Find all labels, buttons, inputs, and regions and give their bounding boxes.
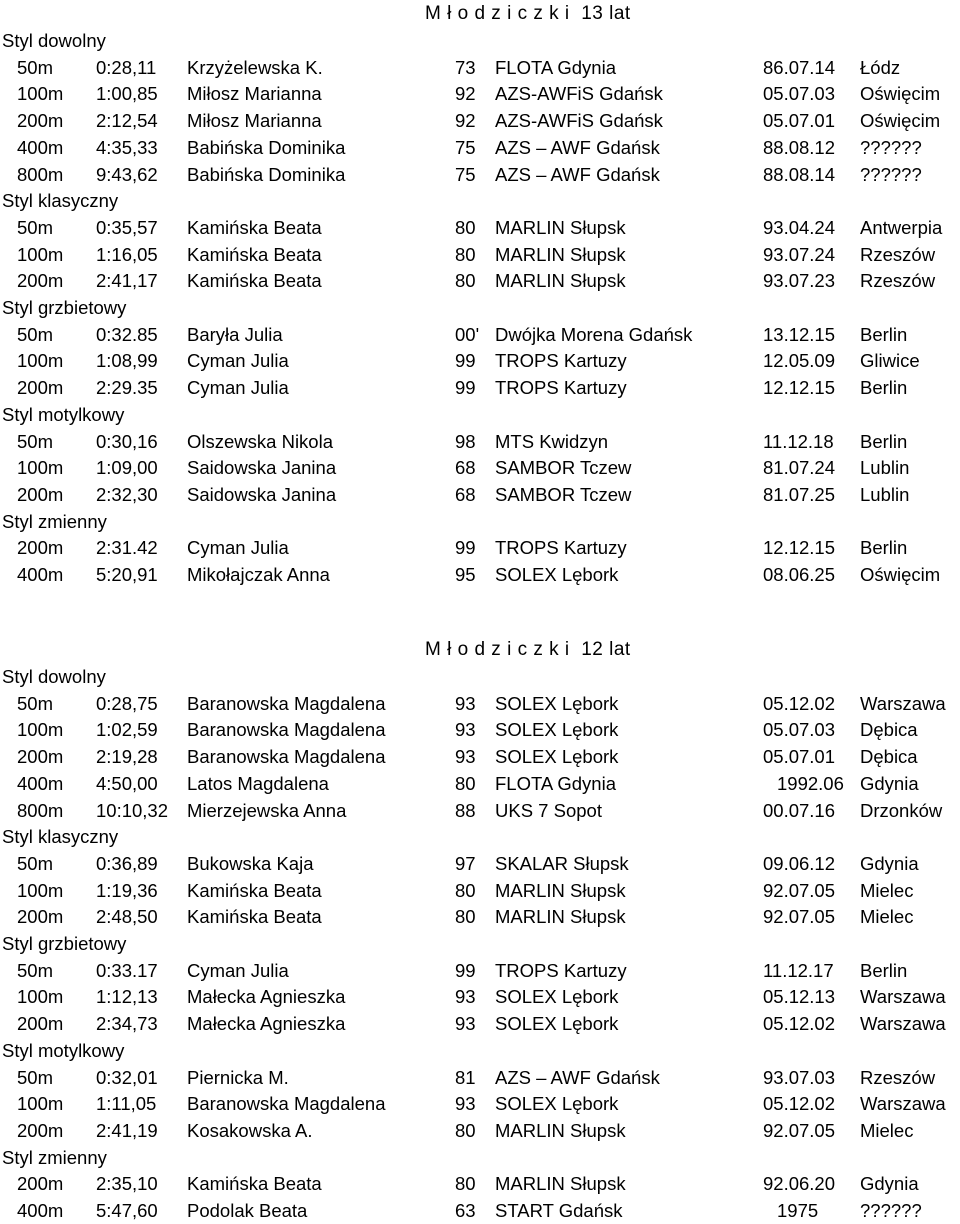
club-name: AZS-AWFiS Gdańsk <box>495 83 663 105</box>
record-date: 93.07.23 <box>763 270 836 292</box>
club-name: SOLEX Lębork <box>495 564 619 585</box>
record-date: 11.12.18 <box>763 430 834 452</box>
club-name: AZS – AWF Gdańsk <box>495 1066 660 1088</box>
club-name: SAMBOR Tczew <box>495 457 632 479</box>
birth-year: 80 <box>455 1119 476 1141</box>
record-city: Gdynia <box>860 852 919 874</box>
birth-year: 81 <box>455 1066 476 1088</box>
club-name: AZS-AWFiS Gdańsk <box>495 110 663 132</box>
record-date: 92.06.20 <box>763 1173 836 1195</box>
swimmer-name: Kamińska Beata <box>187 243 322 265</box>
stroke-style-heading: Styl klasyczny <box>2 190 119 212</box>
distance: 100m <box>17 457 64 479</box>
club-name: MARLIN Słupsk <box>495 906 626 928</box>
record-row <box>0 1197 960 1224</box>
record-row <box>0 134 960 161</box>
distance: 100m <box>17 243 64 265</box>
club-name: SOLEX Lębork <box>495 746 619 768</box>
club-name: UKS 7 Sopot <box>495 799 602 821</box>
record-time: 9:43,62 <box>96 163 158 185</box>
distance: 50m <box>17 56 53 78</box>
record-city: Dębica <box>860 719 918 741</box>
birth-year: 80 <box>455 270 476 292</box>
record-time: 1:08,99 <box>96 350 158 372</box>
record-city: Berlin <box>860 323 908 345</box>
record-time: 1:00,85 <box>96 83 158 105</box>
stroke-style-heading: Styl klasyczny <box>2 826 119 848</box>
club-name: TROPS Kartuzy <box>495 959 627 981</box>
record-city: Rzeszów <box>860 270 936 292</box>
record-city: Warszawa <box>860 1013 946 1035</box>
swimmer-name: Baranowska Magdalena <box>187 746 386 768</box>
swimmer-name: Baranowska Magdalena <box>187 692 386 714</box>
club-name: SOLEX Lębork <box>495 986 619 1008</box>
record-row <box>0 321 960 348</box>
record-city: Berlin <box>860 377 908 399</box>
birth-year: 93 <box>455 986 476 1008</box>
swimmer-name: Baranowska Magdalena <box>187 1093 386 1115</box>
club-name: FLOTA Gdynia <box>495 772 616 794</box>
record-time: 0:35,57 <box>96 216 158 238</box>
distance: 100m <box>17 1093 64 1115</box>
swimmer-name: Małecka Agnieszka <box>187 1013 346 1035</box>
record-time: 2:29.35 <box>96 377 158 399</box>
record-date: 09.06.12 <box>763 852 836 874</box>
club-name: AZS – AWF Gdańsk <box>495 136 660 158</box>
swimmer-name: Cyman Julia <box>187 350 289 372</box>
birth-year: 99 <box>455 377 476 399</box>
distance: 800m <box>17 799 64 821</box>
record-row <box>0 267 960 294</box>
record-city: ?????? <box>860 163 922 185</box>
stroke-style-heading: Styl dowolny <box>2 666 106 687</box>
club-name: TROPS Kartuzy <box>495 537 627 559</box>
swimmer-name: Bukowska Kaja <box>187 852 314 874</box>
record-city: Gliwice <box>860 350 920 372</box>
record-date: 12.05.09 <box>763 350 836 372</box>
record-row <box>0 1117 960 1144</box>
record-row <box>0 374 960 401</box>
club-name: START Gdańsk <box>495 1200 623 1221</box>
record-time: 4:50,00 <box>96 772 158 794</box>
record-row <box>0 80 960 107</box>
birth-year: 93 <box>455 719 476 741</box>
birth-year: 80 <box>455 1173 476 1195</box>
record-city: Mielec <box>860 906 914 928</box>
record-row <box>0 1090 960 1117</box>
record-date: 05.07.03 <box>763 719 836 741</box>
distance: 200m <box>17 1119 64 1141</box>
record-row <box>0 957 960 984</box>
record-row <box>0 850 960 877</box>
record-time: 2:41,19 <box>96 1119 158 1141</box>
record-row <box>0 690 960 717</box>
record-date: 88.08.14 <box>763 163 836 185</box>
record-row <box>0 241 960 268</box>
swimmer-name: Saidowska Janina <box>187 483 337 505</box>
record-city: Oświęcim <box>860 564 941 585</box>
record-city: Gdynia <box>860 1173 919 1195</box>
swimmer-name: Mierzejewska Anna <box>187 799 347 821</box>
club-name: SAMBOR Tczew <box>495 483 632 505</box>
record-date: 88.08.12 <box>763 136 836 158</box>
record-date: 92.07.05 <box>763 906 836 928</box>
birth-year: 68 <box>455 483 476 505</box>
birth-year: 98 <box>455 430 476 452</box>
record-row <box>0 770 960 797</box>
record-time: 2:34,73 <box>96 1013 158 1035</box>
birth-year: 93 <box>455 746 476 768</box>
birth-year: 80 <box>455 216 476 238</box>
distance: 200m <box>17 110 64 132</box>
record-city: ?????? <box>860 136 922 158</box>
club-name: FLOTA Gdynia <box>495 56 616 78</box>
swimmer-name: Podolak Beata <box>187 1200 308 1221</box>
record-city: Rzeszów <box>860 1066 936 1088</box>
club-name: MTS Kwidzyn <box>495 430 609 452</box>
record-city: Łódz <box>860 56 901 78</box>
distance: 200m <box>17 483 64 505</box>
swimmer-name: Kamińska Beata <box>187 216 322 238</box>
record-row <box>0 481 960 508</box>
distance: 50m <box>17 216 53 238</box>
distance: 50m <box>17 430 53 452</box>
birth-year: 99 <box>455 959 476 981</box>
record-row <box>0 877 960 904</box>
distance: 200m <box>17 537 64 559</box>
record-row <box>0 54 960 81</box>
record-time: 0:33.17 <box>96 959 158 981</box>
club-name: MARLIN Słupsk <box>495 270 626 292</box>
club-name: MARLIN Słupsk <box>495 1173 626 1195</box>
record-date: 1992.06 <box>777 772 844 794</box>
record-row <box>0 1010 960 1037</box>
swimmer-name: Kamińska Beata <box>187 1173 322 1195</box>
swimmer-name: Kamińska Beata <box>187 879 322 901</box>
swimmer-name: Cyman Julia <box>187 959 289 981</box>
birth-year: 92 <box>455 110 476 132</box>
stroke-style-heading: Styl motylkowy <box>2 403 125 425</box>
stroke-style-heading: Styl grzbietowy <box>2 297 127 318</box>
distance: 50m <box>17 959 53 981</box>
club-name: SOLEX Lębork <box>495 719 619 741</box>
record-time: 5:20,91 <box>96 564 158 585</box>
record-date: 05.07.01 <box>763 746 836 768</box>
swimmer-name: Babińska Dominika <box>187 136 346 158</box>
record-time: 0:32.85 <box>96 323 158 345</box>
record-time: 2:19,28 <box>96 746 158 768</box>
record-time: 1:02,59 <box>96 719 158 741</box>
record-row <box>0 716 960 743</box>
swimmer-name: Piernicka M. <box>187 1066 289 1088</box>
birth-year: 88 <box>455 799 476 821</box>
distance: 100m <box>17 879 64 901</box>
distance: 200m <box>17 1013 64 1035</box>
record-row <box>0 454 960 481</box>
swimmer-name: Cyman Julia <box>187 377 289 399</box>
birth-year: 99 <box>455 350 476 372</box>
record-row <box>0 983 960 1010</box>
birth-year: 80 <box>455 906 476 928</box>
record-city: Berlin <box>860 537 908 559</box>
record-time: 1:09,00 <box>96 457 158 479</box>
record-date: 92.07.05 <box>763 1119 836 1141</box>
record-date: 1975 <box>777 1200 819 1221</box>
record-date: 05.07.03 <box>763 83 836 105</box>
stroke-style-heading: Styl zmienny <box>2 1146 107 1168</box>
distance: 50m <box>17 692 53 714</box>
record-city: Warszawa <box>860 1093 946 1115</box>
swimmer-name: Małecka Agnieszka <box>187 986 346 1008</box>
swimmer-name: Mikołajczak Anna <box>187 564 330 585</box>
birth-year: 80 <box>455 243 476 265</box>
record-time: 1:16,05 <box>96 243 158 265</box>
record-date: 05.07.01 <box>763 110 836 132</box>
record-city: ?????? <box>860 1200 922 1221</box>
record-city: Berlin <box>860 959 908 981</box>
distance: 200m <box>17 906 64 928</box>
birth-year: 93 <box>455 692 476 714</box>
record-time: 2:31.42 <box>96 537 158 559</box>
birth-year: 93 <box>455 1013 476 1035</box>
section-title: M ł o d z i c z k i 12 lat <box>425 639 631 660</box>
distance: 50m <box>17 323 53 345</box>
record-date: 05.12.02 <box>763 1093 836 1115</box>
record-time: 2:41,17 <box>96 270 158 292</box>
swimmer-name: Kamińska Beata <box>187 270 322 292</box>
record-time: 1:19,36 <box>96 879 158 901</box>
record-row <box>0 161 960 188</box>
swimmer-name: Kamińska Beata <box>187 906 322 928</box>
record-time: 2:35,10 <box>96 1173 158 1195</box>
record-city: Mielec <box>860 879 914 901</box>
club-name: Dwójka Morena Gdańsk <box>495 323 693 345</box>
record-row <box>0 347 960 374</box>
distance: 100m <box>17 350 64 372</box>
distance: 100m <box>17 83 64 105</box>
record-city: Warszawa <box>860 986 946 1008</box>
record-city: Rzeszów <box>860 243 936 265</box>
record-row <box>0 797 960 824</box>
record-date: 05.12.02 <box>763 692 836 714</box>
club-name: SOLEX Lębork <box>495 692 619 714</box>
birth-year: 63 <box>455 1200 476 1221</box>
swimmer-name: Saidowska Janina <box>187 457 337 479</box>
record-date: 81.07.25 <box>763 483 836 505</box>
record-date: 92.07.05 <box>763 879 836 901</box>
record-city: Berlin <box>860 430 908 452</box>
club-name: MARLIN Słupsk <box>495 879 626 901</box>
club-name: TROPS Kartuzy <box>495 350 627 372</box>
record-date: 05.12.02 <box>763 1013 836 1035</box>
swimmer-name: Babińska Dominika <box>187 163 346 185</box>
club-name: SOLEX Lębork <box>495 1013 619 1035</box>
record-date: 11.12.17 <box>763 959 834 981</box>
record-row <box>0 561 960 588</box>
distance: 200m <box>17 746 64 768</box>
distance: 400m <box>17 772 64 794</box>
section-title: M ł o d z i c z k i 13 lat <box>425 3 631 24</box>
record-date: 13.12.15 <box>763 323 836 345</box>
record-row <box>0 743 960 770</box>
record-time: 1:12,13 <box>96 986 158 1008</box>
record-row <box>0 534 960 561</box>
club-name: SOLEX Lębork <box>495 1093 619 1115</box>
record-time: 0:32,01 <box>96 1066 158 1088</box>
birth-year: 97 <box>455 852 476 874</box>
record-city: Drzonków <box>860 799 943 821</box>
birth-year: 00' <box>455 323 480 345</box>
distance: 100m <box>17 719 64 741</box>
record-time: 5:47,60 <box>96 1200 158 1221</box>
record-date: 93.07.03 <box>763 1066 836 1088</box>
birth-year: 95 <box>455 564 476 585</box>
club-name: SKALAR Słupsk <box>495 852 629 874</box>
birth-year: 92 <box>455 83 476 105</box>
record-date: 00.07.16 <box>763 799 836 821</box>
record-date: 93.04.24 <box>763 216 836 238</box>
record-date: 05.12.13 <box>763 986 836 1008</box>
record-date: 86.07.14 <box>763 56 836 78</box>
record-city: Dębica <box>860 746 918 768</box>
record-time: 2:12,54 <box>96 110 158 132</box>
birth-year: 75 <box>455 136 476 158</box>
distance: 400m <box>17 1200 64 1221</box>
record-date: 93.07.24 <box>763 243 836 265</box>
swimmer-name: Kosakowska A. <box>187 1119 313 1141</box>
birth-year: 68 <box>455 457 476 479</box>
record-city: Lublin <box>860 457 910 479</box>
record-time: 1:11,05 <box>96 1093 157 1115</box>
record-time: 0:28,11 <box>96 56 157 78</box>
swimmer-name: Miłosz Marianna <box>187 83 322 105</box>
swimmer-name: Baryła Julia <box>187 323 283 345</box>
distance: 50m <box>17 852 53 874</box>
swimmer-name: Krzyżelewska K. <box>187 56 323 78</box>
stroke-style-heading: Styl grzbietowy <box>2 933 127 954</box>
record-date: 08.06.25 <box>763 564 836 585</box>
distance: 400m <box>17 136 64 158</box>
record-time: 10:10,32 <box>96 799 169 821</box>
record-date: 81.07.24 <box>763 457 836 479</box>
birth-year: 99 <box>455 537 476 559</box>
birth-year: 75 <box>455 163 476 185</box>
club-name: TROPS Kartuzy <box>495 377 627 399</box>
birth-year: 93 <box>455 1093 476 1115</box>
distance: 50m <box>17 1066 53 1088</box>
record-row <box>0 107 960 134</box>
swimmer-name: Miłosz Marianna <box>187 110 322 132</box>
swimmer-name: Cyman Julia <box>187 537 289 559</box>
stroke-style-heading: Styl dowolny <box>2 30 106 51</box>
record-city: Lublin <box>860 483 910 505</box>
record-city: Mielec <box>860 1119 914 1141</box>
record-time: 0:28,75 <box>96 692 158 714</box>
record-row <box>0 428 960 455</box>
birth-year: 80 <box>455 772 476 794</box>
distance: 200m <box>17 270 64 292</box>
distance: 200m <box>17 1173 64 1195</box>
record-time: 0:30,16 <box>96 430 158 452</box>
record-date: 12.12.15 <box>763 377 836 399</box>
record-city: Oświęcim <box>860 110 941 132</box>
stroke-style-heading: Styl zmienny <box>2 510 107 532</box>
record-row <box>0 903 960 930</box>
record-time: 2:48,50 <box>96 906 158 928</box>
record-city: Warszawa <box>860 692 946 714</box>
record-row <box>0 1170 960 1197</box>
club-name: MARLIN Słupsk <box>495 216 626 238</box>
record-city: Gdynia <box>860 772 919 794</box>
swimmer-name: Baranowska Magdalena <box>187 719 386 741</box>
birth-year: 73 <box>455 56 476 78</box>
distance: 400m <box>17 564 64 585</box>
record-city: Antwerpia <box>860 216 943 238</box>
record-date: 12.12.15 <box>763 537 836 559</box>
distance: 200m <box>17 377 64 399</box>
record-row <box>0 214 960 241</box>
swimmer-name: Olszewska Nikola <box>187 430 333 452</box>
record-time: 0:36,89 <box>96 852 158 874</box>
birth-year: 80 <box>455 879 476 901</box>
club-name: MARLIN Słupsk <box>495 1119 626 1141</box>
swimmer-name: Latos Magdalena <box>187 772 329 794</box>
record-city: Oświęcim <box>860 83 941 105</box>
record-time: 2:32,30 <box>96 483 158 505</box>
club-name: AZS – AWF Gdańsk <box>495 163 660 185</box>
record-time: 4:35,33 <box>96 136 158 158</box>
distance: 100m <box>17 986 64 1008</box>
club-name: MARLIN Słupsk <box>495 243 626 265</box>
distance: 800m <box>17 163 64 185</box>
record-row <box>0 1064 960 1091</box>
stroke-style-heading: Styl motylkowy <box>2 1039 125 1061</box>
